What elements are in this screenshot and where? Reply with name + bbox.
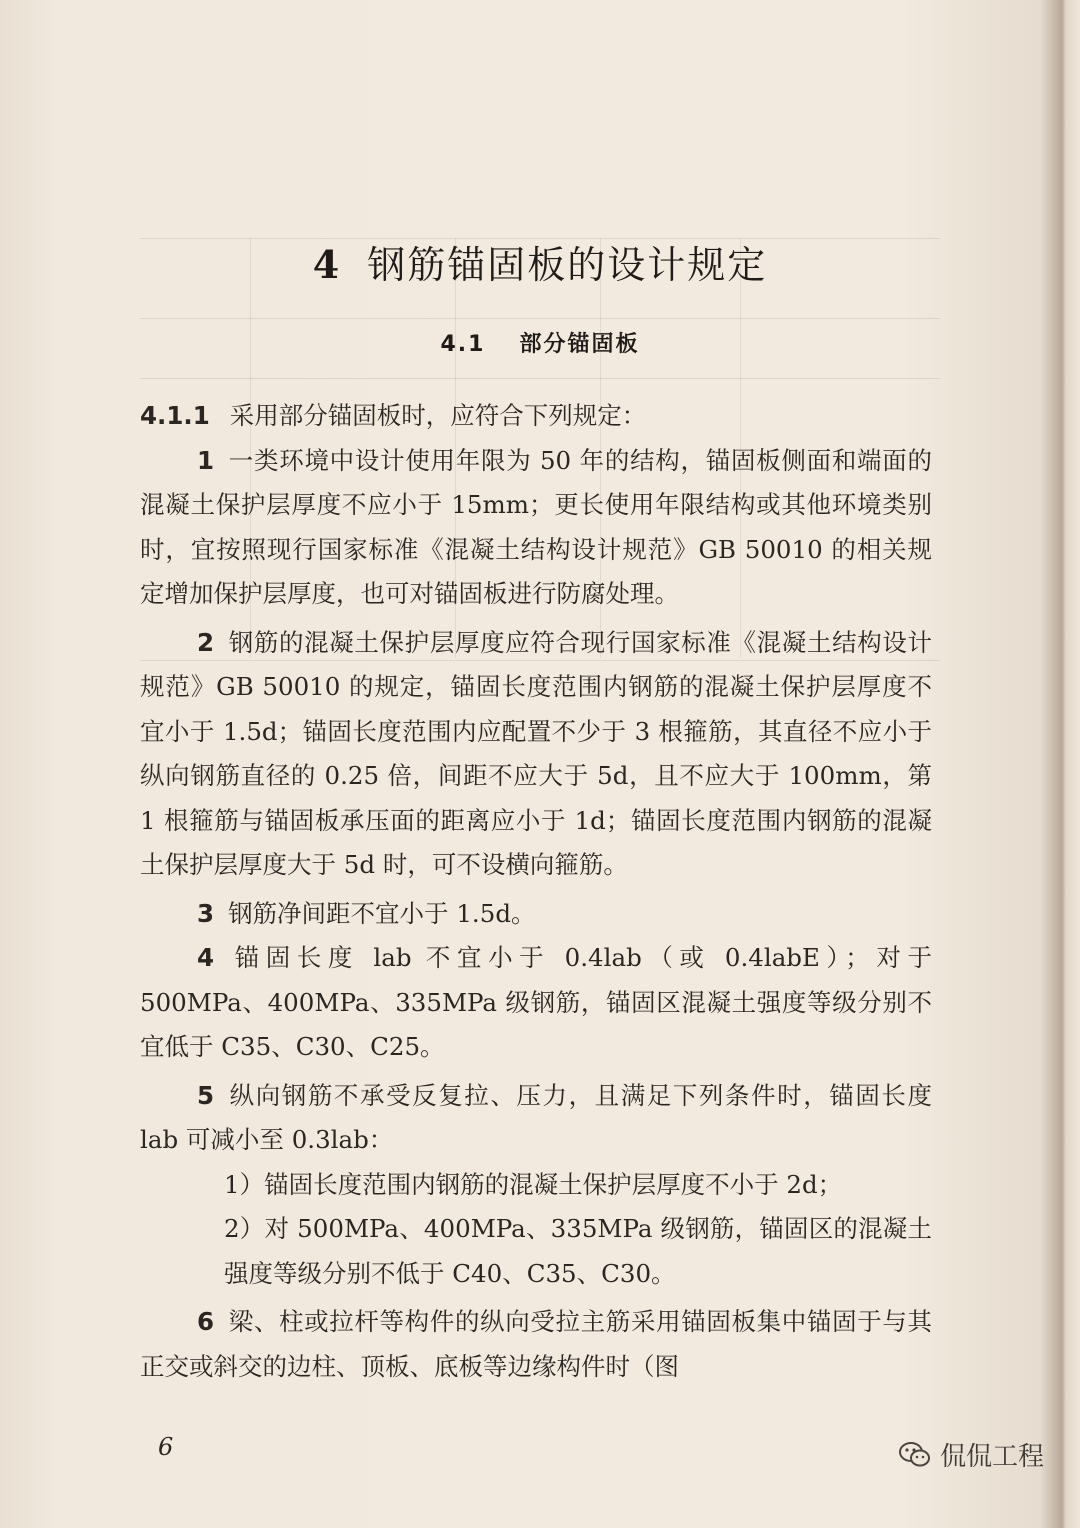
item-text: 钢筋的混凝土保护层厚度应符合现行国家标准《混凝土结构设计规范》GB 50010 的规定，锚固长度范围内钢筋的混凝土保护层厚度不宜小于 1.5d；锚固长度范围内应配置不少于 3 根箍筋，其直径不应小于纵向钢筋直径的 0.25 倍，间距不应大于 5d，且不应大于 100mm，第 1 根箍筋与锚固板承压面的距离应小于 1d；锚固长度范围内钢筋的混凝土保护层厚度大于 5d 时，可不设横向箍筋。 bbox=[140, 627, 932, 879]
watermark-text: 侃侃工程 bbox=[939, 1442, 1044, 1472]
sub-item-text: 对 500MPa、400MPa、335MPa 级钢筋，锚固区的混凝土强度等级分别不低于 C40、C35、C30。 bbox=[224, 1214, 932, 1288]
body-text bbox=[140, 394, 932, 1389]
item-number: 5 bbox=[197, 1080, 215, 1110]
sub-item-text: 锚固长度范围内钢筋的混凝土保护层厚度不小于 2d； bbox=[264, 1169, 843, 1199]
item-3 bbox=[140, 892, 932, 937]
item-text: 钢筋净间距不宜小于 1.5d。 bbox=[228, 898, 536, 928]
clause-4-1-1 bbox=[140, 394, 932, 439]
item-text: 锚固长度 lab 不宜小于 0.4lab（或 0.4labE）；对于 500MPa、400MPa、335MPa 级钢筋，锚固区混凝土强度等级分别不宜低于 C35、C30、C25。 bbox=[140, 943, 932, 1061]
item-6 bbox=[140, 1300, 932, 1389]
item-text: 纵向钢筋不承受反复拉、压力，且满足下列条件时，锚固长度 lab 可减小至 0.3lab： bbox=[140, 1080, 932, 1154]
sub-item-2 bbox=[140, 1207, 932, 1296]
sub-item-1 bbox=[140, 1163, 932, 1208]
item-1 bbox=[140, 439, 932, 617]
wechat-icon bbox=[898, 1440, 932, 1470]
section-title-text: 部分锚固板 bbox=[519, 332, 640, 357]
item-4 bbox=[140, 936, 932, 1070]
item-number: 3 bbox=[197, 898, 215, 928]
watermark bbox=[898, 1436, 1044, 1473]
item-number: 1 bbox=[197, 445, 215, 475]
section-title bbox=[0, 327, 1080, 358]
item-5 bbox=[140, 1074, 932, 1163]
chapter-title bbox=[0, 234, 1080, 289]
bleed-rule bbox=[140, 318, 940, 319]
section-number: 4.1 bbox=[440, 332, 486, 357]
chapter-number: 4 bbox=[312, 242, 342, 287]
item-text: 梁、柱或拉杆等构件的纵向受拉主筋采用锚固板集中锚固于与其正交或斜交的边柱、顶板、底板等边缘构件时（图 bbox=[140, 1307, 932, 1381]
item-2 bbox=[140, 621, 932, 888]
clause-number: 4.1.1 bbox=[140, 401, 210, 430]
item-number: 4 bbox=[197, 943, 215, 972]
clause-text: 采用部分锚固板时，应符合下列规定： bbox=[229, 401, 647, 430]
sub-item-number: 2） bbox=[224, 1214, 265, 1243]
bleed-rule bbox=[140, 378, 940, 379]
item-number: 6 bbox=[197, 1307, 215, 1336]
item-text: 一类环境中设计使用年限为 50 年的结构，锚固板侧面和端面的混凝土保护层厚度不应小于 15mm；更长使用年限结构或其他环境类别时，宜按照现行国家标准《混凝土结构设计规范》GB 50010 的相关规定增加保护层厚度，也可对锚固板进行防腐处理。 bbox=[140, 445, 932, 608]
page-number: 6 bbox=[158, 1433, 174, 1461]
chapter-title-text: 钢筋锚固板的设计规定 bbox=[367, 243, 768, 287]
item-number: 2 bbox=[197, 627, 215, 657]
sub-item-number: 1） bbox=[224, 1169, 265, 1199]
